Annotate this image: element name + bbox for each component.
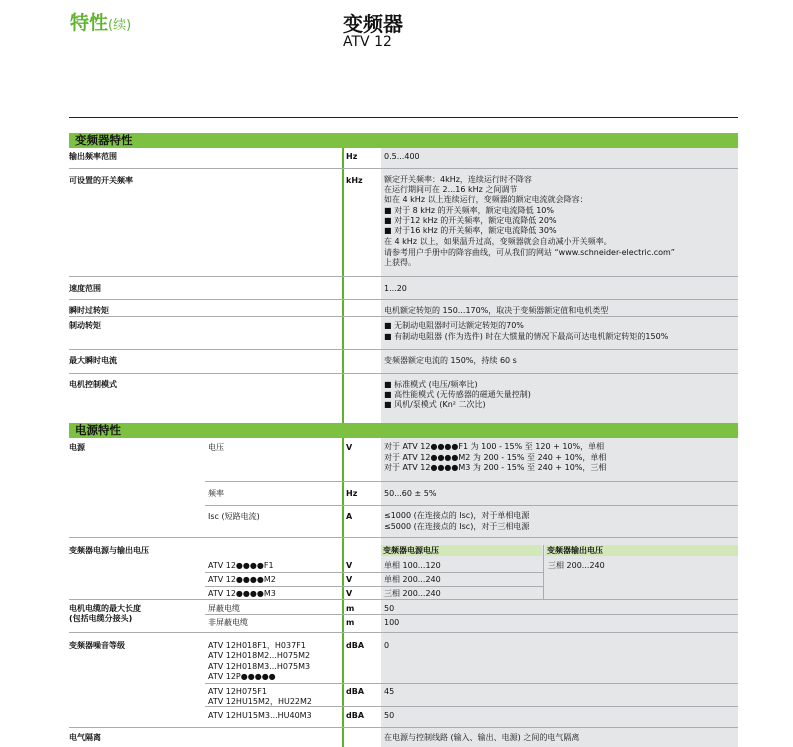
voltage-line: 对于 ATV 12●●●●F1 为 100 - 15% 至 120 + 10%，单相 (384, 442, 605, 451)
unit: V (346, 561, 353, 570)
row-label-noise: 变频器噪音等级 (69, 641, 125, 650)
motor-ctrl-bullet: ■ 高性能模式 (无传感器的磁通矢量控制) (384, 390, 531, 400)
value: 45 (384, 687, 395, 696)
product-subtitle: ATV 12 (343, 34, 392, 50)
model: ATV 12●●●●M3 (208, 589, 276, 598)
value: 0.5...400 (384, 152, 420, 161)
row-separator (69, 316, 738, 317)
voltage-line: 对于 ATV 12●●●●M3 为 200 - 15% 至 240 + 10%，三相 (384, 463, 607, 472)
row-separator (69, 168, 738, 169)
unit: dBA (346, 711, 365, 720)
row-separator (69, 632, 738, 633)
value: 在电源与控制线路 (输入、输出、电源) 之间的电气隔离 (384, 733, 580, 742)
row-separator (69, 373, 738, 374)
model: ATV 12H018M2...H075M2 (208, 651, 311, 660)
row-label-isolation: 电气隔离 (69, 733, 101, 742)
unit: A (346, 512, 353, 521)
unit: dBA (346, 641, 365, 650)
switch-freq-tail: 请参考用户手册中的降容曲线，可从我们的网站 “www.schneider-electric.com” (384, 248, 675, 257)
column-divider (342, 148, 344, 423)
product-title: 变频器 (343, 12, 403, 36)
value: 0 (384, 641, 390, 650)
row-separator (205, 505, 738, 506)
switch-freq-line: 如在 4 kHz 以上连续运行，变频器的额定电流就会降容： (384, 195, 588, 204)
row-label-overtorque: 瞬时过转矩 (69, 306, 109, 315)
value: 50 (384, 604, 395, 613)
model: ATV 12●●●●F1 (208, 561, 274, 570)
row-separator (69, 349, 738, 350)
switch-freq-bullet: ■ 对于 8 kHz 的开关频率，额定电流降低 10% (384, 206, 554, 216)
unit: V (346, 589, 353, 598)
brake-bullet: ■ 有制动电阻器 (作为选件) 时在大惯量的情况下最高可达电机额定转矩的150% (384, 332, 668, 342)
row-label-speed: 速度范围 (69, 284, 101, 293)
isc-label: Isc (短路电流) (208, 512, 260, 521)
voltage-label: 电压 (208, 443, 224, 452)
row-label-max-current: 最大瞬时电流 (69, 356, 117, 365)
row-separator (69, 299, 738, 300)
row-separator (205, 586, 543, 587)
row-separator (205, 614, 738, 615)
cable-type: 非屏蔽电缆 (208, 618, 248, 627)
unit: V (346, 443, 353, 452)
model: ATV 12HU15M3...HU40M3 (208, 711, 312, 720)
unit: m (346, 604, 355, 613)
switch-freq-tail: 上获得。 (384, 258, 416, 267)
col-header-output-voltage: 变频器输出电压 (545, 545, 738, 556)
io-col-divider (543, 545, 544, 599)
header-rule (69, 117, 738, 118)
isc-line: ≤5000 (在连接点的 Isc)，对于三相电源 (384, 522, 530, 531)
unit: V (346, 575, 353, 584)
section-header-drive: 变频器特性 (69, 133, 738, 148)
section-title: 特性(续) (70, 12, 132, 34)
brake-bullet: ■ 无制动电阻器时可达额定转矩的70% (384, 321, 524, 331)
switch-freq-line: 在运行期间可在 2...16 kHz 之间调节 (384, 185, 518, 194)
model: ATV 12HU15M2，HU22M2 (208, 697, 313, 706)
value: 单相 200...240 (384, 575, 441, 584)
row-label-cable: 电机电缆的最大长度 (69, 604, 141, 613)
value: 1...20 (384, 284, 407, 293)
switch-freq-line: 额定开关频率：4kHz，连续运行时不降容 (384, 175, 532, 184)
output-voltage: 三相 200...240 (548, 561, 605, 570)
switch-freq-bullet: ■ 对于16 kHz 的开关频率，额定电流降低 30% (384, 226, 557, 236)
row-separator (69, 276, 738, 277)
motor-ctrl-bullet: ■ 风机/泵模式 (Kn² 二次比) (384, 400, 486, 410)
unit: m (346, 618, 355, 627)
row-separator (205, 683, 738, 684)
section-header-power: 电源特性 (69, 423, 738, 438)
value: 100 (384, 618, 400, 627)
model: ATV 12H075F1 (208, 687, 267, 696)
row-label-cable-note: (包括电缆分接头) (69, 614, 133, 623)
row-label-switch-freq: 可设置的开关频率 (69, 176, 133, 185)
row-separator (69, 599, 738, 600)
col-header-input-voltage: 变频器电源电压 (381, 545, 542, 556)
row-label-brake: 制动转矩 (69, 321, 101, 330)
unit: dBA (346, 687, 365, 696)
isc-line: ≤1000 (在连接点的 Isc)，对于单相电源 (384, 511, 530, 520)
model: ATV 12●●●●M2 (208, 575, 276, 584)
model: ATV 12P●●●●● (208, 672, 276, 681)
row-separator (205, 481, 738, 482)
row-label-out-freq: 输出频率范围 (69, 152, 117, 161)
row-separator (69, 727, 738, 728)
motor-ctrl-bullet: ■ 标准模式 (电压/频率比) (384, 380, 478, 390)
unit: Hz (346, 152, 358, 161)
row-label-motor-ctrl: 电机控制模式 (69, 380, 117, 389)
switch-freq-tail: 在 4 kHz 以上，如果温升过高，变频器就会自动减小开关频率。 (384, 237, 612, 246)
unit: Hz (346, 489, 358, 498)
model: ATV 12H018F1，H037F1 (208, 641, 306, 650)
value: 电机额定转矩的 150...170%，取决于变频器额定值和电机类型 (384, 306, 609, 315)
value: 变频器额定电流的 150%，持续 60 s (384, 356, 517, 365)
cable-type: 屏蔽电缆 (208, 604, 240, 613)
row-label-supply: 电源 (69, 443, 85, 452)
unit: kHz (346, 176, 363, 185)
column-divider (342, 438, 344, 747)
value: 50...60 ± 5% (384, 489, 437, 498)
section-suffix: (续) (108, 18, 132, 33)
voltage-line: 对于 ATV 12●●●●M2 为 200 - 15% 至 240 + 10%，单相 (384, 453, 607, 462)
row-label-io-voltage: 变频器电源与输出电压 (69, 546, 149, 555)
value: 三相 200...240 (384, 589, 441, 598)
row-separator (205, 572, 543, 573)
value: 单相 100...120 (384, 561, 441, 570)
freq-label: 频率 (208, 489, 224, 498)
model: ATV 12H018M3...H075M3 (208, 662, 311, 671)
row-separator (69, 537, 738, 538)
switch-freq-bullet: ■ 对于12 kHz 的开关频率，额定电流降低 20% (384, 216, 557, 226)
value: 50 (384, 711, 395, 720)
